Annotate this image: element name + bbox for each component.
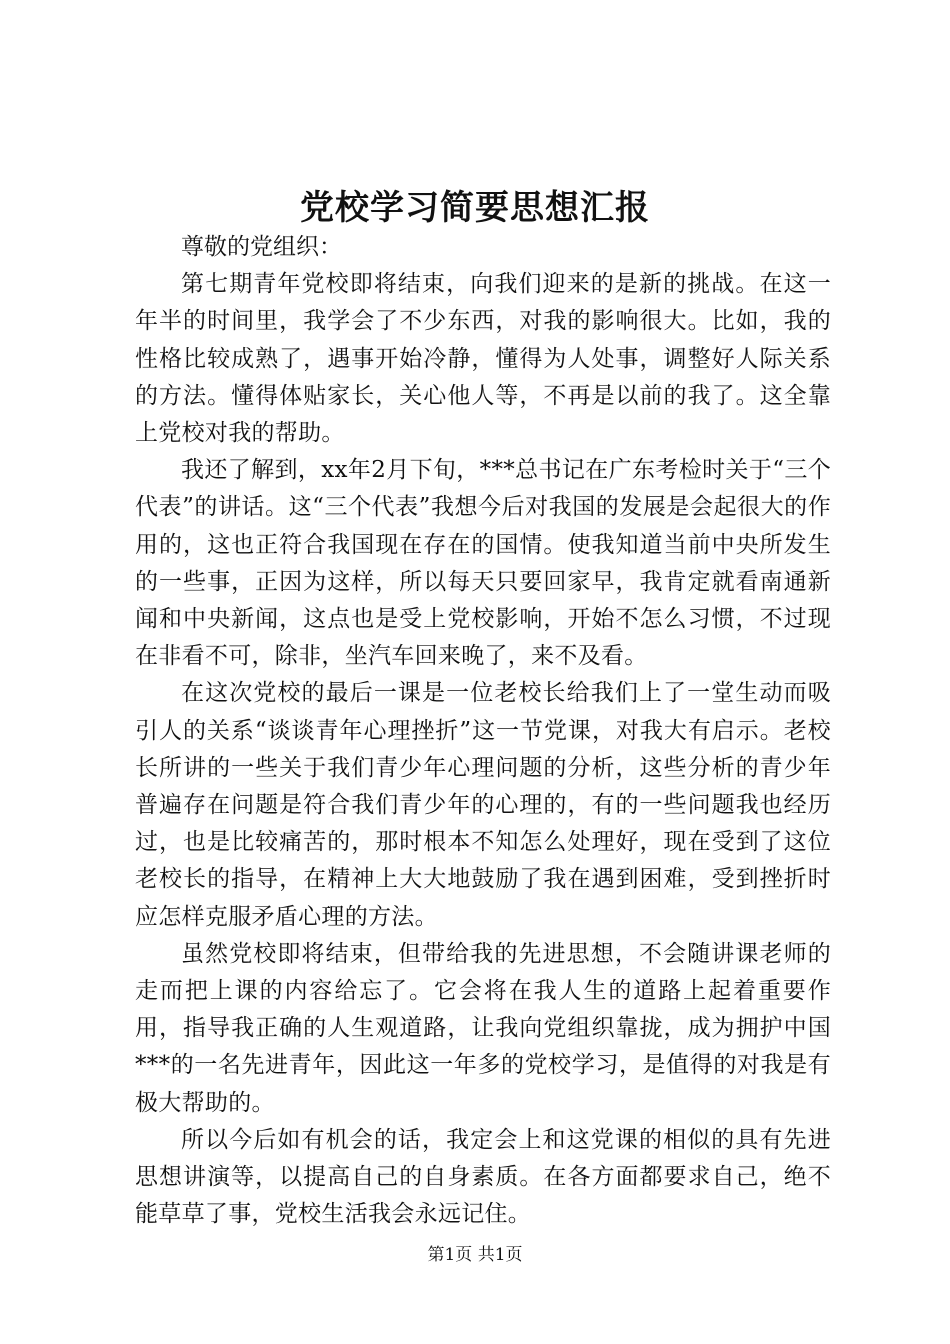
paragraph-4: 虽然党校即将结束，但带给我的先进思想，不会随讲课老师的走而把上课的内容给忘了。它会将在我人生的道路上起着重要作用，指导我正确的人生观道路，让我向党组织靠拢，成为拥护中国***的一名先进青年，因此这一年多的党校学习，是值得的对我是有极大帮助的。: [135, 940, 831, 1116]
paragraph-5: 所以今后如有机会的话，我定会上和这党课的相似的具有先进思想讲演等，以提高自己的自身素质。在各方面都要求自己，绝不能草草了事，党校生活我会永远记住。: [135, 1126, 831, 1228]
salutation: 尊敬的党组织：: [181, 234, 342, 260]
paragraph-2: 我还了解到，xx年2月下旬，***总书记在广东考检时关于“三个代表”的讲话。这“三个代表”我想今后对我国的发展是会起很大的作用的，这也正符合我国现在存在的国情。使我知道当前中央所发生的一些事，正因为这样，所以每天只要回家早，我肯定就看南通新闻和中央新闻，这点也是受上党校影响，开始不怎么习惯，不过现在非看不可，除非，坐汽车回来晚了，来不及看。: [135, 457, 831, 670]
paragraph-1: 第七期青年党校即将结束，向我们迎来的是新的挑战。在这一年半的时间里，我学会了不少东西，对我的影响很大。比如，我的性格比较成熟了，遇事开始冷静，懂得为人处事，调整好人际关系的方法。懂得体贴家长，关心他人等，不再是以前的我了。这全靠上党校对我的帮助。: [135, 271, 831, 447]
document-title: 党校学习简要思想汇报: [300, 188, 650, 228]
paragraph-3: 在这次党校的最后一课是一位老校长给我们上了一堂生动而吸引人的关系“谈谈青年心理挫折”这一节党课，对我大有启示。老校长所讲的一些关于我们青少年心理问题的分析，这些分析的青少年普遍存在问题是符合我们青少年的心理的，有的一些问题我也经历过，也是比较痛苦的，那时根本不知怎么处理好，现在受到了这位老校长的指导，在精神上大大地鼓励了我在遇到困难，受到挫折时应怎样克服矛盾心理的方法。: [135, 680, 831, 930]
document-body: [135, 229, 831, 1233]
page-footer: 第1页 共1页: [427, 1245, 523, 1265]
